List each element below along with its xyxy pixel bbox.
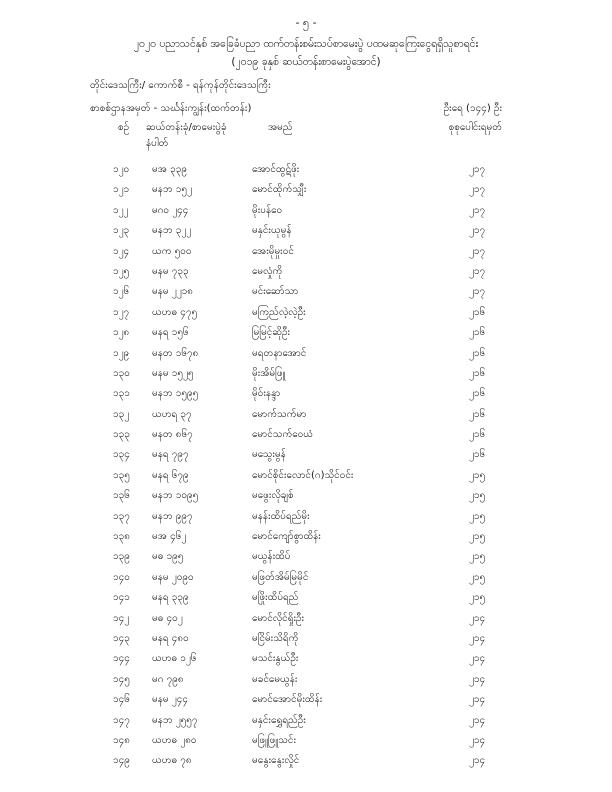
student-name: မဖြတ်အိမ်မြမိုင်	[252, 571, 309, 583]
roll-number: မနဘ ၂၅၅၇	[152, 714, 198, 726]
student-name: မကြည်လဲ့လဲ့ဦး	[252, 306, 306, 318]
roll-number: ယက ၅၀၀	[152, 245, 192, 257]
table-row	[0, 244, 612, 264]
total-marks: ၂၁၄	[469, 755, 486, 767]
roll-number: မနဘ ၁၀၉၅	[152, 490, 199, 502]
total-pass-count: ဦးရေ (၁၄၄) ဦး	[443, 103, 502, 114]
roll-number: ယဟဓ ၇၈	[152, 755, 192, 767]
column-header-name: အမည်	[268, 122, 293, 133]
table-row	[0, 468, 612, 488]
student-name: မသွေးမွန်	[252, 449, 286, 461]
row-number: ၁၂၈	[113, 327, 130, 339]
roll-number: မဂဝ ၂၄၄	[152, 204, 189, 216]
student-name: မဖြိုးထိပ်ရည်	[252, 592, 299, 604]
student-name: မိုးပန်ဝေ	[252, 204, 283, 216]
roll-number: မနမ ၁၅၂၅	[152, 367, 194, 379]
row-number: ၁၃၀	[113, 367, 130, 379]
row-number: ၁၄၇	[113, 714, 130, 726]
table-row	[0, 223, 612, 243]
table-row	[0, 611, 612, 631]
row-number: ၁၂၉	[113, 347, 130, 359]
total-marks: ၂၁၅	[469, 592, 486, 604]
row-number: ၁၄၈	[113, 734, 130, 746]
student-name: မိုဝ်းနန္ဒာ	[252, 388, 281, 400]
roll-number: မနမ ၂၂၁၈	[152, 286, 193, 298]
roll-number: မဓ ၁၉၅	[152, 551, 184, 563]
row-number: ၁၂၇	[113, 306, 130, 318]
table-row	[0, 692, 612, 712]
document-title: ၂၀၂၀ ပညာသင်နှစ် အခြေခံပညာ ထက်တန်းစမ်းသပ်စာမေးပွဲ ပထမဆုကြေးငွေရရှိသူစာရင်း	[133, 38, 479, 50]
total-marks: ၂၁၆	[469, 388, 486, 400]
table-row	[0, 549, 612, 569]
roll-number: မနရ ၆၇၉	[152, 469, 189, 481]
column-header-roll-line2: နံပါတ်	[146, 138, 169, 149]
column-header-marks: စုစုပေါင်းရမှတ်	[448, 122, 502, 133]
table-row	[0, 182, 612, 202]
total-marks: ၂၁၅	[469, 571, 486, 583]
total-marks: ၂၁၄	[469, 612, 486, 624]
roll-number: မနရ ၄၈၀	[152, 632, 189, 644]
roll-number: ယဟရ ၃၇	[152, 408, 192, 420]
table-row	[0, 488, 612, 508]
table-row	[0, 651, 612, 671]
student-name: မဖွေးလိုချစ်	[252, 490, 294, 502]
table-row	[0, 366, 612, 386]
total-marks: ၂၁၇	[469, 184, 486, 196]
row-number: ၁၃၂	[113, 408, 130, 420]
total-marks: ၂၁၇	[469, 164, 486, 175]
total-marks: ၂၁၆	[469, 367, 486, 379]
student-name: မြမြင့်ဆိုဦး	[252, 327, 291, 339]
total-marks: ၂၁၅	[469, 469, 486, 481]
total-marks: ၂၁၅	[469, 490, 486, 502]
roll-number: မအ ၃၃၉	[152, 164, 187, 175]
roll-number: ယဟဓ ၂၈၀	[152, 734, 197, 746]
total-marks: ၂၁၆	[469, 449, 486, 461]
roll-number: မနဘ ၁၅၂	[152, 184, 192, 196]
total-marks: ၂၁၇	[469, 265, 486, 277]
roll-number: မနတ ၈၆၇	[152, 429, 193, 441]
table-row	[0, 386, 612, 406]
student-name: အောင်ထွဋ်ဖိုး	[252, 164, 300, 175]
total-marks: ၂၁၇	[469, 204, 486, 216]
total-marks: ၂၁၆	[469, 347, 486, 359]
roll-number: မနမ ၂၄၄	[152, 694, 188, 706]
roll-number: မနရ ၇၉၇	[152, 449, 189, 461]
column-header-no: စဉ်	[118, 122, 130, 133]
total-marks: ၂၁၄	[469, 673, 486, 685]
row-number: ၁၃၄	[113, 449, 130, 461]
student-name: မနန်းထိပ်ရည်မိုး	[252, 510, 310, 522]
row-number: ၁၂၀	[113, 164, 130, 175]
table-row	[0, 672, 612, 692]
total-marks: ၂၁၄	[469, 734, 486, 746]
row-number: ၁၃၅	[113, 469, 130, 481]
row-number: ၁၃၁	[113, 388, 130, 400]
student-name: မင်းဆော်သာ	[252, 286, 299, 298]
roll-number: မနတ ၁၆၇၈	[152, 347, 199, 359]
row-number: ၁၄၅	[113, 673, 130, 685]
row-number: ၁၂၆	[113, 286, 130, 298]
student-name: မိုးအိမ်ဖြူ	[252, 367, 286, 379]
total-marks: ၂၁၆	[469, 327, 486, 339]
table-row	[0, 162, 612, 182]
document-subtitle: (၂၀၁၉ ခုနှစ် ဆယ်တန်းစာမေးပွဲအောင်)	[231, 56, 381, 68]
roll-number: ယဟဓ ၁၂၆	[152, 653, 197, 665]
roll-number: မဂ ၇၉၈	[152, 673, 184, 685]
student-name: မနွေးနွေးလှိုင်	[252, 755, 300, 767]
row-number: ၁၂၁	[113, 184, 130, 196]
student-name: မောင်စိုင်းလောင်(ဂ)သိုင်ဝင်း	[252, 469, 354, 481]
roll-number: မနမ ၇၃၃	[152, 265, 189, 277]
roll-number: မနမ ၂၀၉၀	[152, 571, 194, 583]
page-number: - ၅ -	[295, 16, 317, 29]
student-name: မရတနာအောင်	[252, 347, 307, 359]
row-number: ၁၂၂	[113, 204, 129, 216]
exam-center-label: စာစစ်ဌာနအမှတ် - သင်္ဃန်းကျွန်း(ထက်တန်း)	[90, 103, 252, 114]
total-marks: ၂၁၆	[469, 429, 486, 441]
table-row	[0, 713, 612, 733]
total-marks: ၂၁၄	[469, 632, 486, 644]
total-marks: ၂၁၄	[469, 694, 486, 706]
row-number: ၁၃၃	[113, 429, 130, 441]
row-number: ၁၄၂	[113, 612, 130, 624]
table-row	[0, 346, 612, 366]
roll-number: မနရ ၁၅၆	[152, 327, 189, 339]
student-name: မောင်အောင်မိုးထိန်း	[252, 694, 323, 706]
row-number: ၁၄၀	[113, 571, 130, 583]
row-number: ၁၂၃	[113, 225, 130, 237]
row-number: ၁၄၃	[113, 632, 130, 644]
total-marks: ၂၁၄	[469, 653, 486, 665]
table-row	[0, 447, 612, 467]
row-number: ၁၄၁	[113, 592, 130, 604]
total-marks: ၂၁၇	[469, 245, 486, 257]
row-number: ၁၃၇	[113, 510, 130, 522]
row-number: ၁၄၄	[113, 653, 130, 665]
region-label: တိုင်းဒေသကြီး/ ကောက်စီ - ရန်ကုန်တိုင်းဒေသကြီး	[90, 80, 271, 91]
row-number: ၁၃၆	[113, 490, 130, 502]
roll-number: မနရ ၃၃၉	[152, 592, 189, 604]
roll-number: မအ ၄၆၂	[152, 531, 187, 543]
student-name: မနှင်းရွှေရည်ဦး	[252, 714, 306, 726]
table-row	[0, 509, 612, 529]
row-number: ၁၃၉	[113, 551, 130, 563]
total-marks: ၂၁၇	[469, 286, 486, 298]
total-marks: ၂၁၇	[469, 225, 486, 237]
results-table	[0, 162, 612, 774]
table-row	[0, 529, 612, 549]
student-name: မယွန်းထိပ်	[252, 551, 291, 563]
table-row	[0, 570, 612, 590]
student-name: မောင်ထိုက်သျှီး	[252, 184, 307, 196]
row-number: ၁၄၆	[113, 694, 130, 706]
student-name: မငြိမ်းသိရိကို	[252, 632, 299, 644]
student-name: မခင်မေယွန်း	[252, 673, 298, 685]
total-marks: ၂၁၆	[469, 408, 486, 420]
roll-number: မဓ ၄၀၂	[152, 612, 183, 624]
row-number: ၁၃၈	[113, 531, 130, 543]
roll-number: မနဘ ၉၉၇	[152, 510, 193, 522]
student-name: မောင်လိုင်ရှိုးဦး	[252, 612, 305, 624]
table-row	[0, 631, 612, 651]
table-row	[0, 590, 612, 610]
row-number: ၁၂၅	[113, 265, 130, 277]
roll-number: မနဘ ၁၅၉၅	[152, 388, 199, 400]
roll-number: မနဘ ၃၂၂	[152, 225, 192, 237]
total-marks: ၂၁၅	[469, 551, 486, 563]
table-row	[0, 427, 612, 447]
student-name: မသင်းနွယ်ဦး	[252, 653, 299, 665]
table-row	[0, 305, 612, 325]
student-name: မောက်သက်မာ	[252, 408, 307, 420]
row-number: ၁၄၉	[113, 755, 130, 767]
total-marks: ၂၁၆	[469, 306, 486, 318]
total-marks: ၂၁၄	[469, 714, 486, 726]
table-row	[0, 407, 612, 427]
student-name: မောင်သက်ဝေယံ	[252, 429, 314, 441]
table-row	[0, 264, 612, 284]
total-marks: ၂၁၅	[469, 531, 486, 543]
student-name: မောင်ကျော်စွာထိန်း	[252, 531, 321, 543]
table-row	[0, 325, 612, 345]
column-header-roll: ဆယ်တန်းခုံ/စာမေးပွဲခုံ	[146, 122, 227, 133]
student-name: မနှင်းယုမွန်	[252, 225, 292, 237]
student-name: မေလှုံကို	[252, 265, 283, 277]
total-marks: ၂၁၅	[469, 510, 486, 522]
row-number: ၁၂၄	[113, 245, 130, 257]
table-row	[0, 733, 612, 753]
table-row	[0, 284, 612, 304]
table-row	[0, 753, 612, 773]
student-name: အေးမိုမှုးဝင်	[252, 245, 294, 257]
roll-number: ယဟဓ ၄၇၅	[152, 306, 198, 318]
student-name: မဖြူဖြူသင်း	[252, 734, 297, 746]
table-row	[0, 203, 612, 223]
